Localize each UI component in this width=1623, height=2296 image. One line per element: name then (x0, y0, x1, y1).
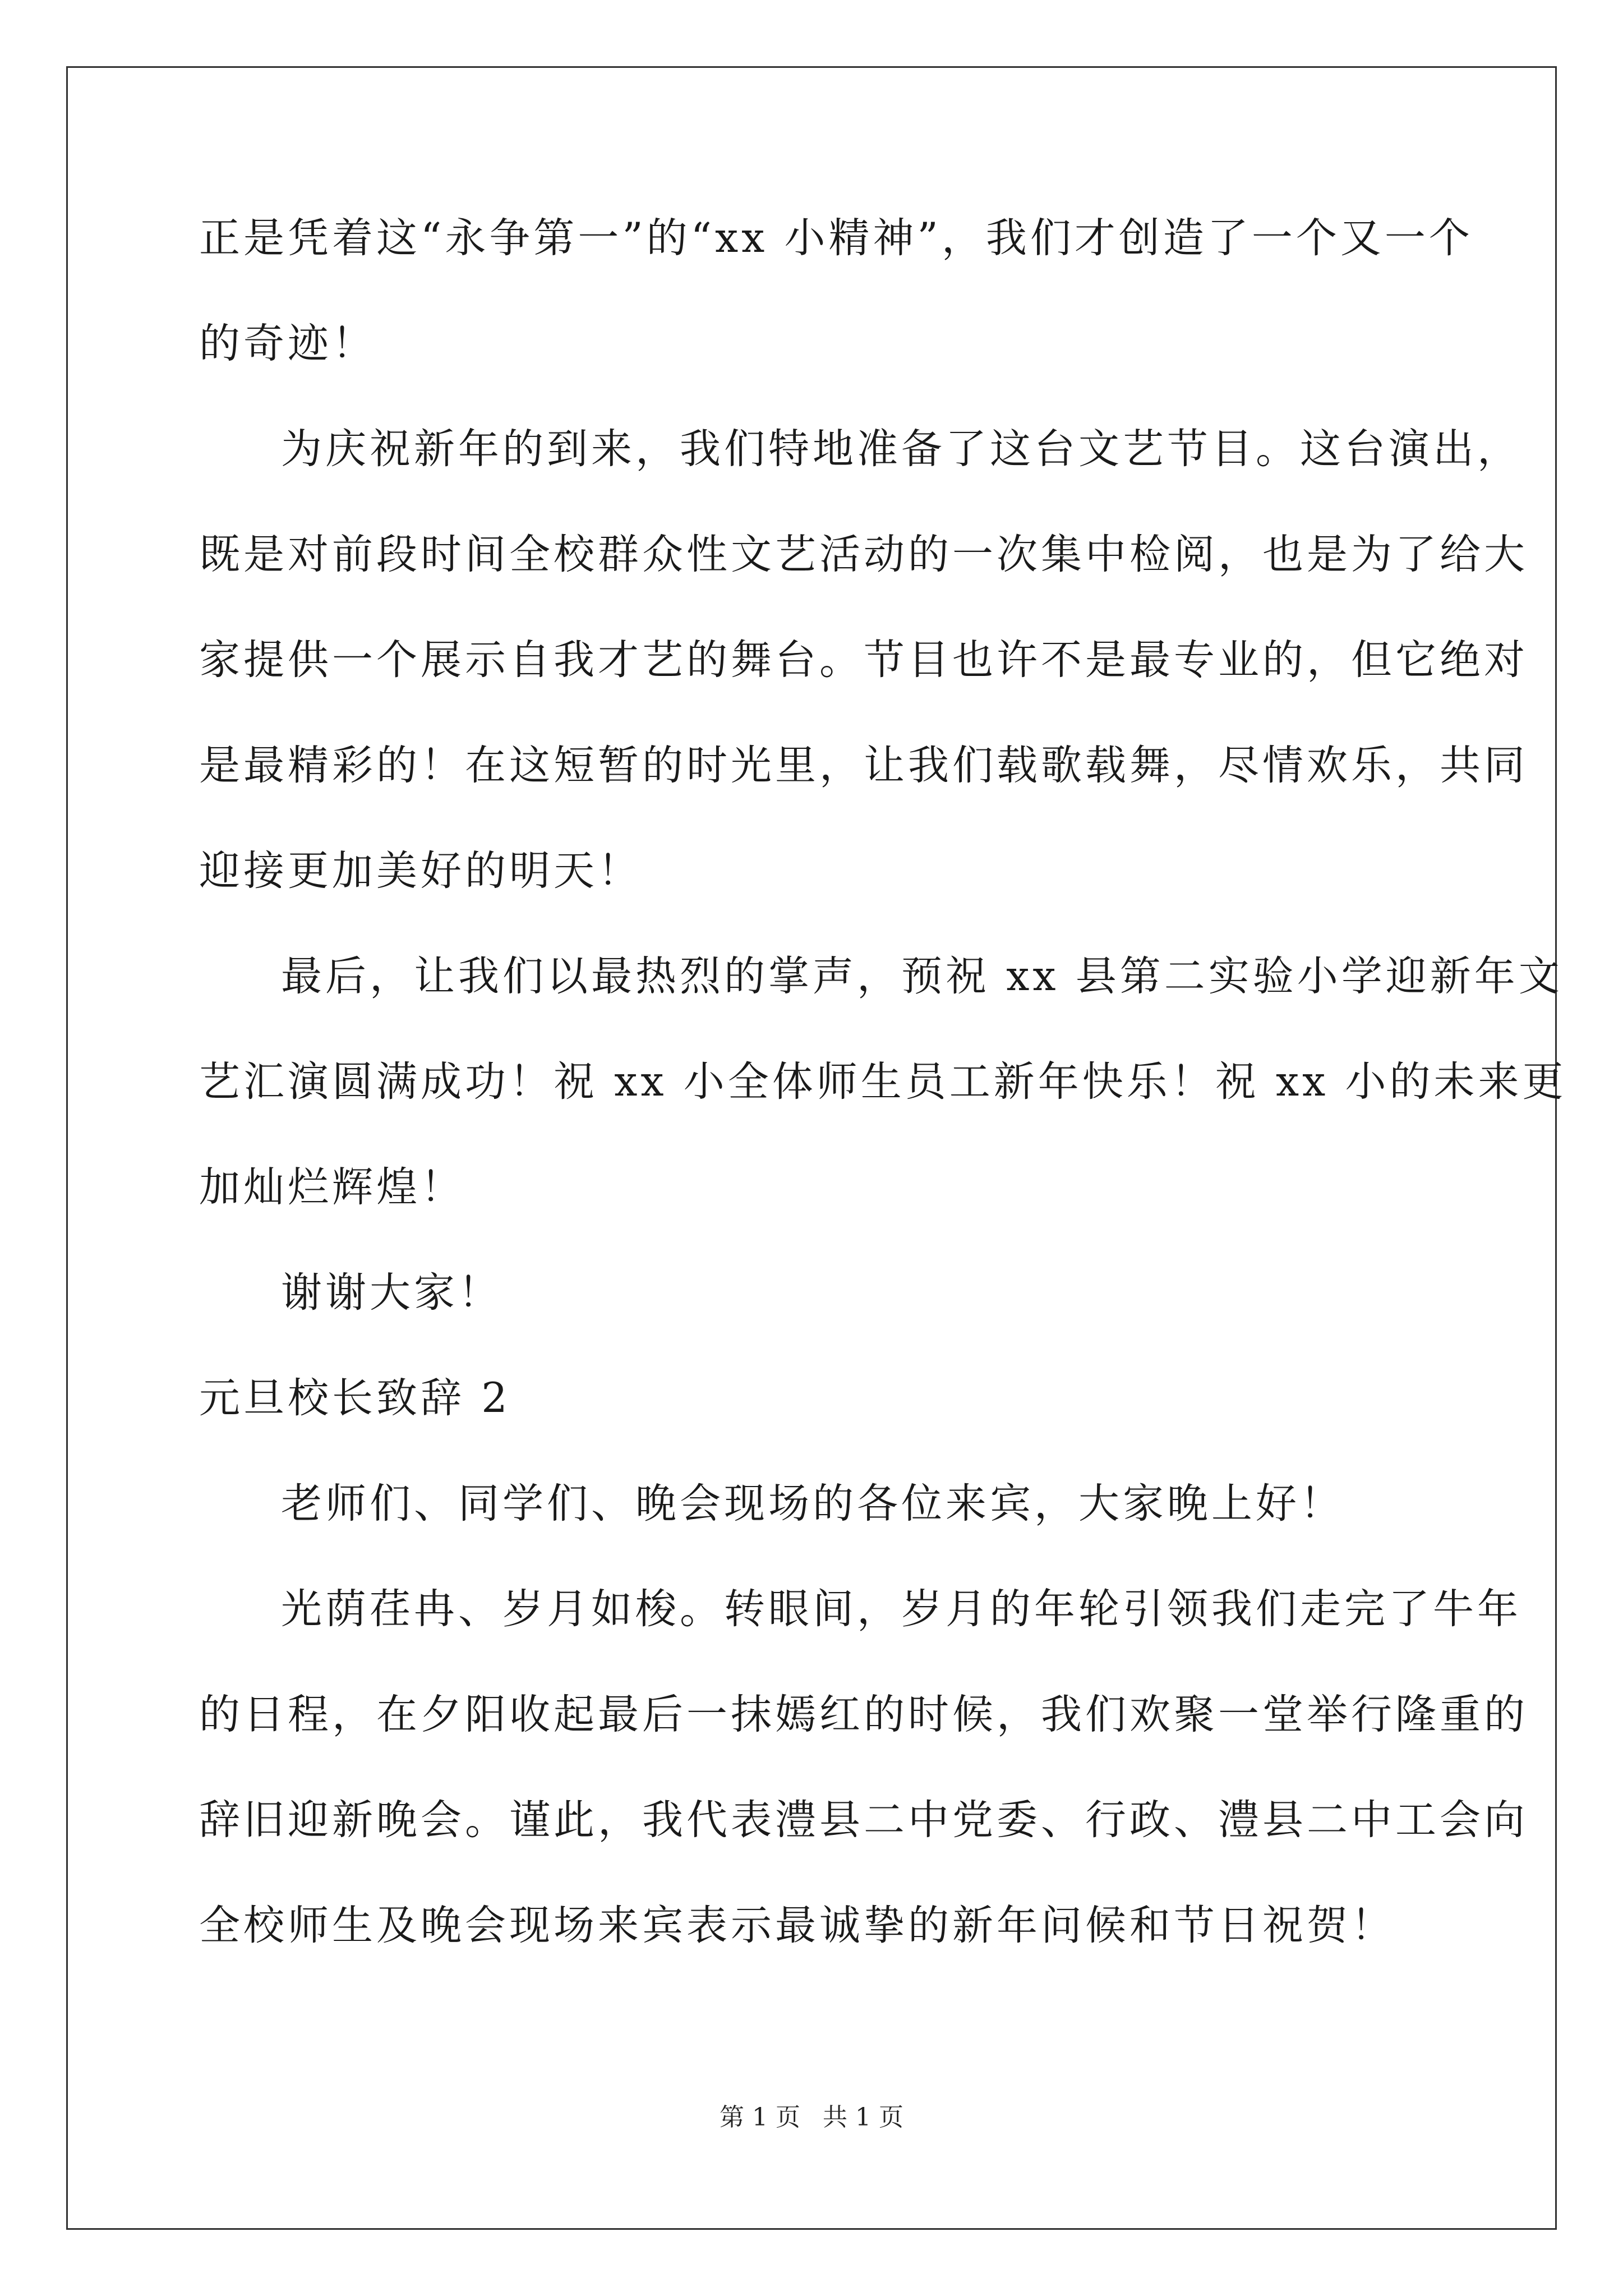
text-line: 艺汇演圆满成功！祝 xx 小全体师生员工新年快乐！祝 xx 小的未来更 (199, 1058, 1567, 1106)
text-line: 的奇迹！ (199, 320, 376, 367)
document-body (199, 212, 1567, 1952)
page-total: 共 1 页 (823, 2103, 903, 2132)
text-line: 光荫荏冉、岁月如梭。转眼间，岁月的年轮引领我们走完了牛年 (281, 1585, 1521, 1633)
text-line: 老师们、同学们、晚会现场的各位来宾，大家晚上好！ (281, 1480, 1344, 1527)
text-line: 最后，让我们以最热烈的掌声，预祝 xx 县第二实验小学迎新年文 (281, 953, 1563, 1000)
page-number: 第 1 页 (720, 2103, 800, 2132)
text-line: 加灿烂辉煌！ (199, 1163, 465, 1211)
text-line: 正是凭着这“永争第一”的“xx 小精神”，我们才创造了一个又一个 (199, 214, 1473, 262)
text-line: 的日程，在夕阳收起最后一抹嫣红的时候，我们欢聚一堂举行隆重的 (199, 1691, 1528, 1738)
text-line: 既是对前段时间全校群众性文艺活动的一次集中检阅，也是为了给大 (199, 531, 1528, 578)
text-line: 为庆祝新年的到来，我们特地准备了这台文艺节目。这台演出， (281, 425, 1521, 473)
text-line: 家提供一个展示自我才艺的舞台。节目也许不是最专业的，但它绝对 (199, 636, 1528, 684)
text-line: 辞旧迎新晚会。谨此，我代表澧县二中党委、行政、澧县二中工会向 (199, 1796, 1528, 1844)
page-footer (0, 2101, 1623, 2134)
section-heading: 元旦校长致辞 2 (199, 1374, 511, 1422)
text-line: 全校师生及晚会现场来宾表示最诚挚的新年问候和节日祝贺！ (199, 1902, 1395, 1949)
text-line: 迎接更加美好的明天！ (199, 847, 642, 895)
text-line: 谢谢大家！ (281, 1269, 502, 1317)
text-line: 是最精彩的！在这短暂的时光里，让我们载歌载舞，尽情欢乐，共同 (199, 742, 1528, 789)
